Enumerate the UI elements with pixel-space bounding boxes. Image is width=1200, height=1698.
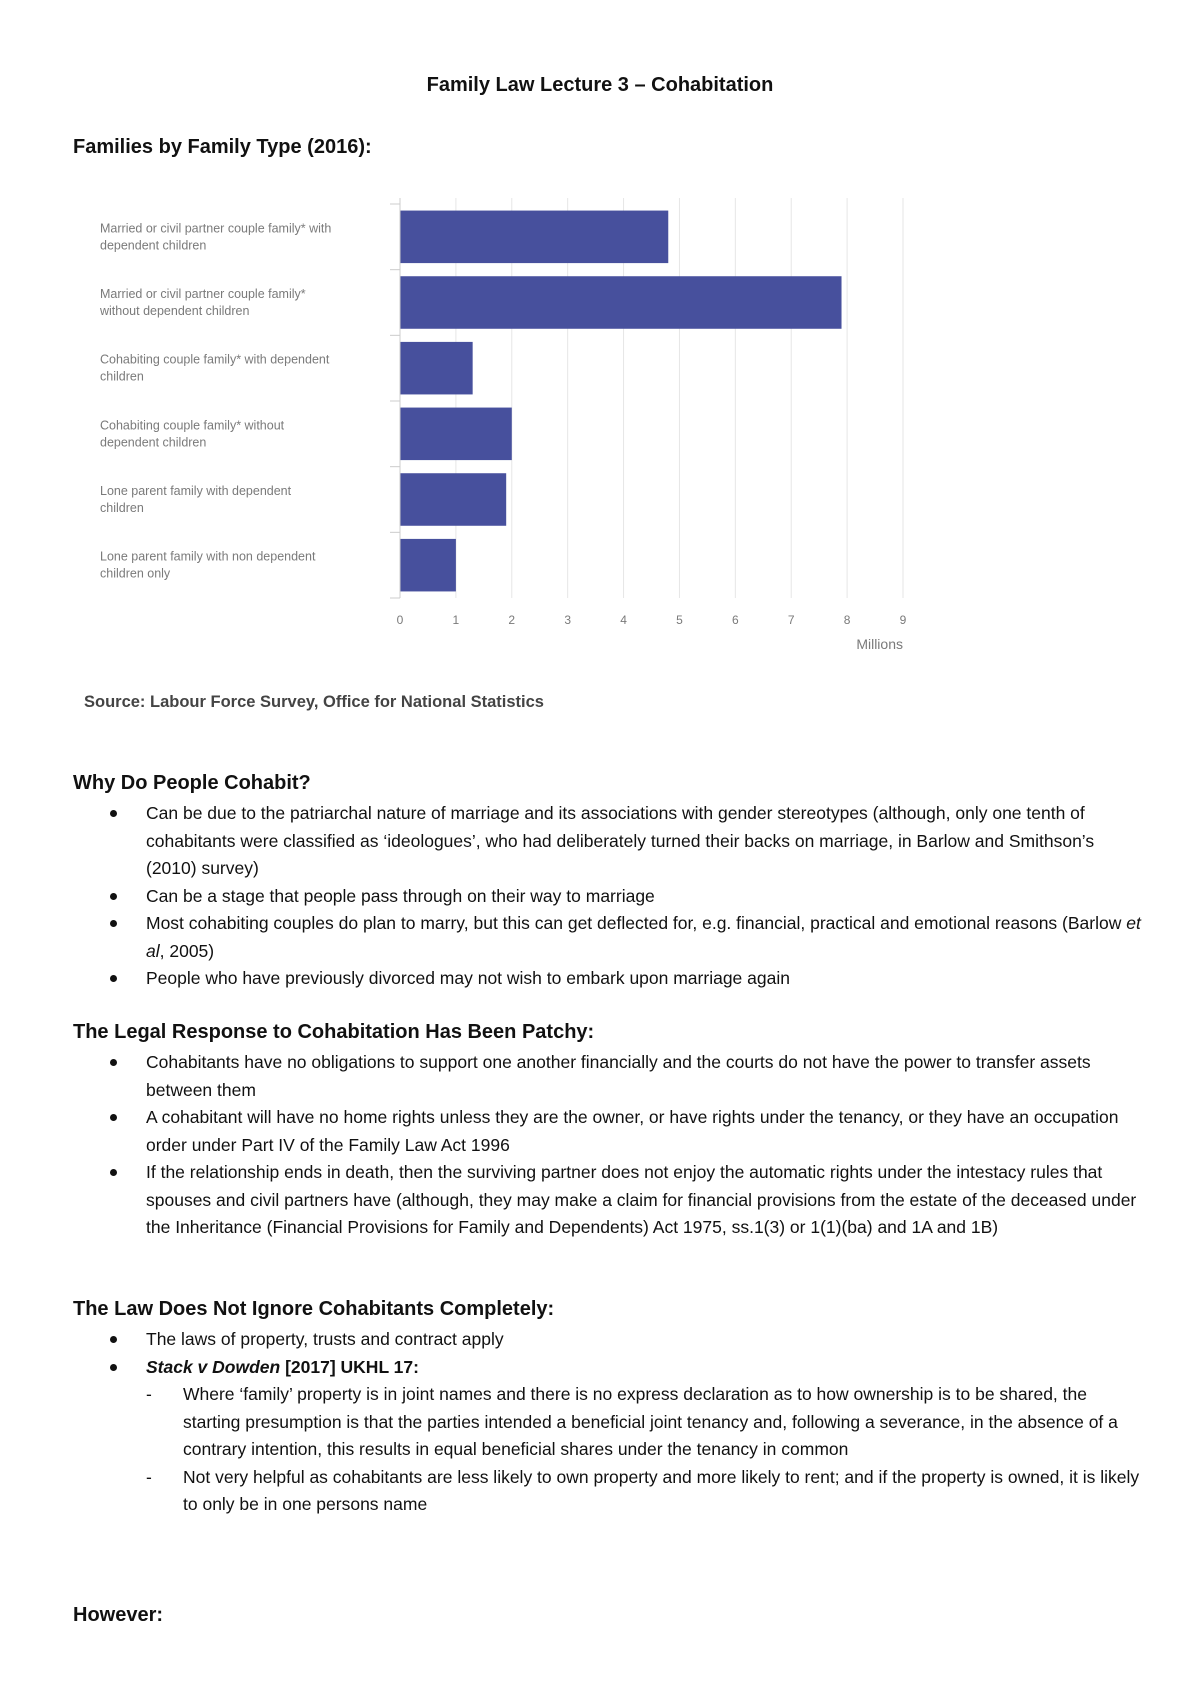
chart-category-label: without dependent children — [100, 304, 250, 318]
list-item-text: Can be a stage that people pass through on their way to marriage — [146, 885, 655, 906]
case-sub-list — [146, 1381, 1143, 1519]
chart-category-label: Married or civil partner couple family* — [100, 287, 306, 301]
law-list — [73, 1326, 1143, 1519]
list-item-italic: et al — [146, 913, 1141, 961]
why-section-heading: Why Do People Cohabit? — [73, 772, 311, 794]
chart-x-tick-label: 0 — [396, 613, 404, 627]
chart-x-tick-label: 7 — [787, 613, 795, 627]
list-item-text: , 2005) — [159, 940, 215, 961]
chart-category-label: dependent children — [100, 238, 207, 253]
legal-section-heading: The Legal Response to Cohabitation Has Been Patchy: — [73, 1021, 595, 1043]
chart-bar — [400, 408, 512, 461]
chart-section-heading: Families by Family Type (2016): — [73, 136, 372, 158]
sub-list-item-text: Where ‘family’ property is in joint names and there is no express declaration as to how ownership is to be shared, the starting presumption is that the parties intended a beneficial joint tenancy and, following a severance, in the absence of a contrary intention, this results in equal beneficial shares under the tenancy in common — [183, 1384, 1118, 1459]
list-item-text: Cohabitants have no obligations to support one another financially and the courts do not have the power to transfer assets between them — [146, 1052, 1091, 1100]
chart-x-tick-label: 6 — [731, 613, 739, 627]
list-item — [73, 800, 1143, 883]
document-title: Family Law Lecture 3 – Cohabitation — [426, 74, 774, 96]
list-item-text: People who have previously divorced may not wish to embark upon marriage again — [146, 968, 790, 988]
list-item — [73, 1159, 1143, 1242]
chart-category-label: children — [100, 369, 144, 384]
law-section-heading: The Law Does Not Ignore Cohabitants Completely: — [73, 1298, 555, 1320]
list-item — [73, 883, 1143, 911]
list-item-text: Most cohabiting couples do plan to marry, but this can get deflected for, e.g. financial, practical and emotional reasons (Barlow — [146, 913, 1127, 933]
chart-category-label: Cohabiting couple family* with dependent — [100, 352, 330, 367]
case-name: Stack v Dowden — [146, 1356, 281, 1377]
sub-list-item — [146, 1381, 1143, 1464]
chart-category-label: Cohabiting couple family* without — [100, 418, 285, 433]
chart-bar — [400, 539, 456, 592]
chart-x-tick-label: 4 — [620, 613, 627, 627]
chart-x-tick-label: 8 — [843, 613, 851, 627]
chart-x-tick-label: 2 — [508, 613, 516, 627]
chart-category-label: Lone parent family with dependent — [100, 484, 292, 498]
list-item-text: A cohabitant will have no home rights unless they are the owner, or have rights under the tenancy, or they have an occupation order under Part IV of the Family Law Act 1996 — [146, 1107, 1119, 1155]
sub-list-item — [146, 1464, 1143, 1519]
legal-list — [73, 1049, 1143, 1242]
sub-list-item-text: Not very helpful as cohabitants are less likely to own property and more likely to rent; and if the property is owned, it is likely to only be in one persons name — [183, 1466, 1140, 1514]
chart-source: Source: Labour Force Survey, Office for National Statistics — [84, 693, 544, 711]
chart-category-label: Married or civil partner couple family* with — [100, 221, 332, 236]
list-item — [73, 1049, 1143, 1104]
list-item — [73, 965, 1143, 993]
chart-category-label: children — [100, 501, 144, 515]
why-list — [73, 800, 1143, 993]
list-item-text: If the relationship ends in death, then the surviving partner does not enjoy the automatic rights under the intestacy rules that spouses and civil partners have (although, they may make a claim for financial provisions from the estate of the deceased under the Inheritance (Financial Provisions for Family and Dependents) Act 1975, ss.1(3) or 1(1)(ba) and 1A and 1B) — [146, 1162, 1137, 1237]
case-citation: [2017] UKHL 17: — [280, 1356, 419, 1377]
chart-x-tick-label: 9 — [899, 613, 907, 627]
chart-x-tick-label: 1 — [452, 613, 460, 627]
chart-bar — [400, 211, 668, 264]
list-item — [73, 1354, 1143, 1519]
list-item — [73, 1326, 1143, 1354]
chart-x-axis-label: Millions — [856, 636, 903, 652]
chart-x-tick-label: 3 — [564, 613, 572, 627]
list-item — [73, 910, 1143, 965]
chart-bar — [400, 473, 506, 526]
list-item — [73, 1104, 1143, 1159]
chart-bar — [400, 342, 473, 395]
chart-svg — [73, 176, 953, 686]
chart-category-label: Lone parent family with non dependent — [100, 549, 316, 564]
chart-x-tick-label: 5 — [676, 613, 683, 627]
family-type-chart — [73, 176, 953, 716]
list-item-text: The laws of property, trusts and contract apply — [146, 1329, 504, 1349]
chart-bar — [400, 276, 842, 329]
list-item-text: Can be due to the patriarchal nature of marriage and its associations with gender stereotypes (although, only one tenth of cohabitants were classified as ‘ideologues’, who had deliberately turned their backs on marriage, in Barlow and Smithson’s (2010) survey) — [146, 803, 1095, 878]
chart-category-label: dependent children — [100, 435, 207, 450]
chart-category-label: children only — [100, 566, 171, 581]
however-heading: However: — [73, 1604, 164, 1626]
